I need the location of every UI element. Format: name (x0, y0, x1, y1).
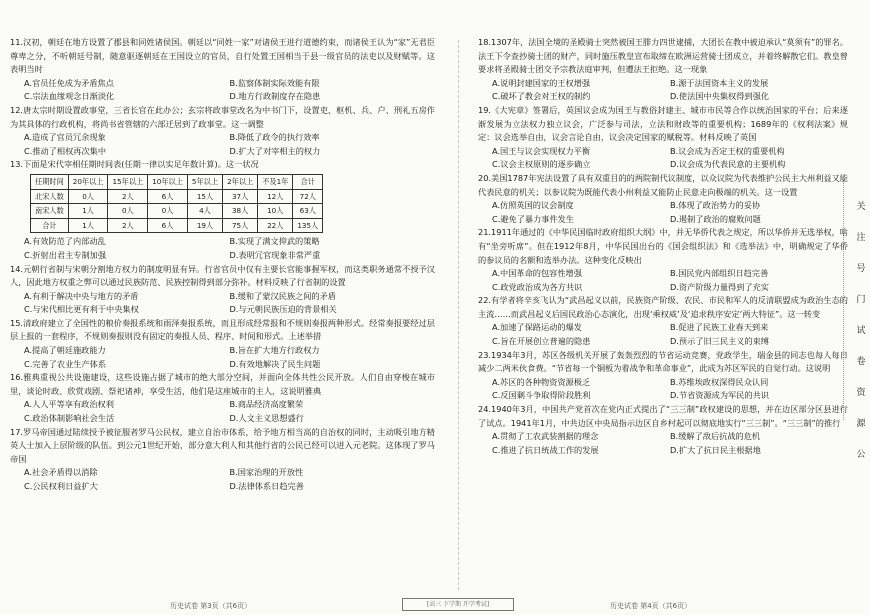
question-item (10, 36, 435, 104)
question-item (478, 349, 848, 403)
question-stem: 13.下面是宋代宰相任期时间表(任期一律以实足年数计算)。这一状况 (10, 159, 259, 170)
table-header-row (31, 174, 323, 189)
answer-option: B.体现了政治势力的妥协 (670, 200, 761, 211)
answer-option: D.资产阶级力量得到了充实 (670, 281, 769, 292)
answer-option: A.贯彻了工农武装割据的理念 (492, 431, 599, 442)
question-item (10, 317, 435, 371)
answer-option: A.仿照英国的议会制度 (492, 200, 574, 211)
table-header-cell: 20年以上 (68, 174, 108, 189)
table-row (31, 218, 323, 233)
question-stem: 21.1911年通过的《中华民国临时政府组织大纲》中，并无华侨代表之规定，所以华侨并无选举权，啥有“坐旁听席”。但在1912年8月，中华民国出台的《国会组织法》和《选举法》中，明确规定了华侨的参议员的名额和选举办法。这种变化反映出 (478, 227, 848, 265)
table-cell: 合计 (31, 218, 69, 233)
table-cell: 南宋人数 (31, 204, 69, 219)
answer-option: D.节省资源成为军民的共识 (670, 390, 769, 401)
table-cell: 1人 (68, 204, 108, 219)
question-stem: 18.1307年，法国全境的圣殿骑士突然被国王腓力四世逮捕，大团长在教中被迫承认“莫须有”的罪名。法王下令查抄骑士团的财产，同时施压教皇宣布取缔在欧洲运营骑士团成立，并着终解散它们。教皇曾要求将圣殿骑士团交予宗教法庭审判，但遭法王拒绝。这一现象 (478, 37, 848, 75)
table-cell: 0人 (148, 204, 188, 219)
table-header-cell: 15年以上 (108, 174, 148, 189)
answer-option: B.缓和了蒙汉民族之间的矛盾 (229, 290, 336, 301)
answer-option: C.议会主权原则的逐步确立 (492, 159, 591, 170)
table-header-cell: 2年以上 (223, 174, 258, 189)
question-item (478, 104, 848, 172)
edge-vertical-text (855, 192, 867, 471)
answer-option: C.旨在开展创立普遍的隐患 (492, 336, 591, 347)
question-stem: 20.美国1787年宪法设置了具有双重目的的两院制代议制度，以众议院为代表维护公民主大州利益又能代表民意的机关；以参议院为既能代表小州利益又能防止民意走向极端的机关。这一设置 (478, 172, 848, 197)
answer-option: B.监察体制实际效能有限 (229, 77, 320, 88)
answer-option: A.提高了朝廷施政能力 (24, 345, 106, 356)
question-item (10, 263, 435, 317)
question-options (478, 267, 848, 294)
answer-option: D.表明冗官现象非常严重 (229, 249, 321, 260)
answer-option: B.苏维埃政权深得民众认同 (670, 376, 769, 387)
column-divider (458, 40, 459, 590)
answer-option: D.与元朝民族压迫的背景相关 (229, 304, 337, 315)
question-options (10, 290, 435, 317)
table-cell: 12人 (258, 189, 293, 204)
table-header-cell: 合计 (293, 174, 323, 189)
question-stem: 24.1940年3月，中国共产党首次在党内正式提出了“三三制”政权建设的思想，并在边区部分区县进行了试点。1941年1月，中共边区中央局指示边区自乡村起可以彻底地实行“三三制”。“三三制”的推行 (478, 404, 848, 428)
question-options (478, 199, 848, 226)
answer-option: A.加速了保路运动的爆发 (492, 322, 582, 333)
answer-option: D.议会成为代表民意的主要机构 (670, 159, 786, 170)
table-cell: 22人 (258, 218, 293, 233)
question-options (478, 77, 848, 104)
table-header-cell: 5年以上 (187, 174, 222, 189)
answer-option: A.说明封建国家的王权增强 (492, 77, 591, 88)
table-cell: 2人 (108, 189, 148, 204)
table-cell: 6人 (148, 189, 188, 204)
answer-option: C.推动了相权再次集中 (24, 145, 107, 156)
footer-right: 历史试卷 第4页（共6页） (610, 602, 692, 610)
answer-option: A.苏区的各种物资资源极乏 (492, 376, 591, 387)
answer-option: C.避免了暴力事件发生 (492, 213, 575, 224)
answer-option: C.完善了农业生产体系 (24, 358, 107, 369)
question-stem: 12.唐太宗时期设置政事堂，三省长官在此办公；玄宗将政事堂改名为中书门下，设置吏、枢机、兵、户、刑礼五房作为其具体的行政机构，将尚书省管辖的六部迁居到了政事堂。这一调整 (10, 104, 435, 129)
table-cell: 4人 (187, 204, 222, 219)
answer-option: A.国王与议会实现权力平衡 (492, 145, 591, 156)
question-item (478, 172, 848, 226)
table-cell: 38人 (223, 204, 258, 219)
table-cell: 0人 (68, 189, 108, 204)
answer-option: B.议会成为否定王权的重要机构 (670, 145, 785, 156)
answer-option: C.宗法血缘观念日渐淡化 (24, 91, 115, 102)
footer-left: 历史试卷 第3页（共6页） (170, 602, 252, 610)
table-cell: 135人 (293, 218, 323, 233)
left-column (10, 36, 435, 494)
table-header-cell: 10年以上 (148, 174, 188, 189)
answer-option: B.缓解了敌后抗战的危机 (670, 431, 761, 442)
table-cell: 72人 (293, 189, 323, 204)
edge-glyph: 注 (856, 233, 866, 243)
edge-glyph: 资 (856, 388, 866, 398)
table-cell: 0人 (108, 204, 148, 219)
answer-option: D.预示了旧三民主义的束缚 (670, 336, 769, 347)
edge-glyph: 关 (856, 202, 866, 212)
answer-option: A.有效防范了内部动乱 (24, 236, 106, 247)
answer-option: D.人文主义思想盛行 (229, 413, 304, 424)
edge-glyph: 卷 (856, 357, 866, 367)
answer-option: D.有效地解决了民生问题 (229, 358, 321, 369)
answer-option: C.破坏了教会对王权的制约 (492, 91, 591, 102)
question-item (10, 104, 435, 158)
table-header-cell: 任期时间 (31, 174, 69, 189)
question-options (10, 344, 435, 371)
question-item (478, 294, 848, 348)
question-stem: 22.有学者将辛亥飞认为“武昌起义以前，民族资产阶级、农民、市民和军人的反清联盟成为政治生态的主流……而武昌起义后国民政治心态演化，出现‘乘权威’及‘追求秩序安定’两大特征”。这一转变 (478, 295, 848, 319)
question-options (478, 321, 848, 348)
question-item (10, 371, 435, 425)
answer-option: D.地方行政制度存在隐患 (229, 91, 321, 102)
answer-option: A.人人平等享有政治权利 (24, 399, 114, 410)
table-cell: 2人 (108, 218, 148, 233)
answer-option: B.商品经济高度繁荣 (229, 399, 304, 410)
answer-option: D.遏制了政治的腐败问题 (670, 213, 761, 224)
question-item (10, 158, 435, 262)
answer-option: A.造成了官员冗余现象 (24, 132, 106, 143)
question-options (10, 77, 435, 104)
answer-option: B.降低了政令的执行效率 (229, 132, 320, 143)
answer-option: B.实现了满文抑武的策略 (229, 236, 320, 247)
answer-option: D.使法国中央集权得到强化 (670, 91, 769, 102)
table-cell: 37人 (223, 189, 258, 204)
right-column (478, 36, 848, 457)
answer-option: D.扩大了对宰相主的权力 (229, 145, 321, 156)
table-cell: 63人 (293, 204, 323, 219)
answer-option: D.扩大了抗日民主根据地 (670, 444, 761, 455)
question-stem: 14.元朝行省制与宋朝分割地方权力的制度明显有异。行省官员中仅有主要长官能事握军权，而这类职务通常不授予汉人，因此地方权重之弊可以通过民族防范、民族控制得到部分弥补。材料反映了行省制的设置 (10, 263, 435, 288)
answer-option: C.与宋代相比更有利于中央集权 (24, 304, 139, 315)
answer-option: A.中国革命的包容性增强 (492, 268, 582, 279)
question-options (10, 398, 435, 425)
table-cell: 15人 (187, 189, 222, 204)
tenure-table (30, 174, 323, 233)
edge-glyph: 号 (856, 264, 866, 274)
edge-glyph: 源 (856, 419, 866, 429)
edge-glyph: 门 (856, 295, 866, 305)
table-cell: 19人 (187, 218, 222, 233)
answer-option: C.推进了抗日统战工作的发展 (492, 444, 599, 455)
answer-option: C.反国剿斗争取得阶段胜利 (492, 390, 591, 401)
edge-glyph: 试 (856, 326, 866, 336)
table-cell: 75人 (223, 218, 258, 233)
answer-option: A.有利于解决中央与地方的矛盾 (24, 290, 139, 301)
footer-center: [高三 下学期 开学考试] (402, 598, 514, 611)
answer-option: A.社会矛盾得以消除 (24, 467, 98, 478)
answer-option: B.国家治理的开放性 (229, 467, 304, 478)
answer-option: B.旨在扩大地方行政权力 (229, 345, 320, 356)
answer-option: B.源于法国资本主义的发展 (670, 77, 769, 88)
table-header-cell: 不及1年 (258, 174, 293, 189)
question-item (478, 226, 848, 294)
question-options (10, 235, 435, 262)
table-cell: 1人 (68, 218, 108, 233)
question-stem: 17.罗马帝国通过陆续授予被征服者罗马公民权，建立自治市体系，给予地方相当高的自治权的同时，主动吸引地方精英人士加入上层阶级的队伍。到公元1世纪开始，部分意大利人和其他行省的公民已经可以进入元老院。这体现了罗马帝国 (10, 426, 435, 464)
question-options (10, 466, 435, 493)
question-item (10, 426, 435, 494)
question-stem: 11.汉初，朝廷在地方设置了郡县和同姓诸侯国。朝廷以“同姓一家”对诸侯王进行道德约束，而诸侯王认为“家”无君臣尊卑之分，不听朝廷号制，随意驱逐朝廷在王国设立的官员，自行处置王国相当于县一级官员的法吏以及财赋等。这表明当时 (10, 37, 435, 75)
table-row (31, 204, 323, 219)
answer-option: C.政治体制影响社会生活 (24, 413, 115, 424)
question-options (478, 430, 848, 457)
question-stem: 16.雅典重视公共设施建设，这些设施占据了城市的绝大部分空间，并面向全体共性公民开放。人们自由穿梭在城市里，谈论时政、欣赏戏剧、祭祀诸神，享受生活，他们是这座城市的主人，这说明雅典 (10, 372, 435, 396)
table-cell: 6人 (148, 218, 188, 233)
edge-glyph: 公 (856, 450, 866, 460)
table-cell: 10人 (258, 204, 293, 219)
question-item (478, 403, 848, 457)
table-cell: 北宋人数 (31, 189, 69, 204)
answer-option: A.官员任免成为矛盾焦点 (24, 77, 114, 88)
answer-option: B.国民党内部组织日趋完善 (670, 268, 769, 279)
question-options (10, 131, 435, 158)
question-stem: 19.《大宪章》签署后，英国议会成为国王与教俗封建主、城市市民等合作以统治国家的平台；后来逐渐发展为立法权力独立议会，广泛参与司法，立法和财政等的重要机构；1689年的《权利法案》规定：议会选举自由，议会言论自由，议会决定国家的赋税等。材料反映了英国 (478, 104, 848, 143)
answer-option: D.法律体系日趋完善 (229, 481, 304, 491)
question-stem: 23.1934年3月，苏区各级机关开展了轰轰烈烈的节省运动竞赛，党政学生，瑞金县的同志也每人每日减少二两米伙食费。“节省每一个铜板为着战争和革命事业”，此成为苏区军民的自觉行动。这说明 (478, 349, 848, 374)
question-options (478, 376, 848, 403)
table-row (31, 189, 323, 204)
question-stem: 15.清政府建立了全国性的粮价奏报系统和雨泽奏报系统，而且形成经常报和不规则奏报两种形式。经常奏报要经过层层上报的一套程序，不规则奏报则没有固定的奏报人员、程序、时间和形式。上述举措 (10, 317, 435, 342)
answer-option: C.公民权利日益扩大 (24, 481, 98, 491)
question-options (478, 145, 848, 172)
answer-option: C.折射出君主专制加强 (24, 249, 107, 260)
answer-option: C.政党政治成为各方共识 (492, 281, 583, 292)
question-item (478, 36, 848, 104)
answer-option: B.促进了民族工业春天到来 (670, 322, 769, 333)
